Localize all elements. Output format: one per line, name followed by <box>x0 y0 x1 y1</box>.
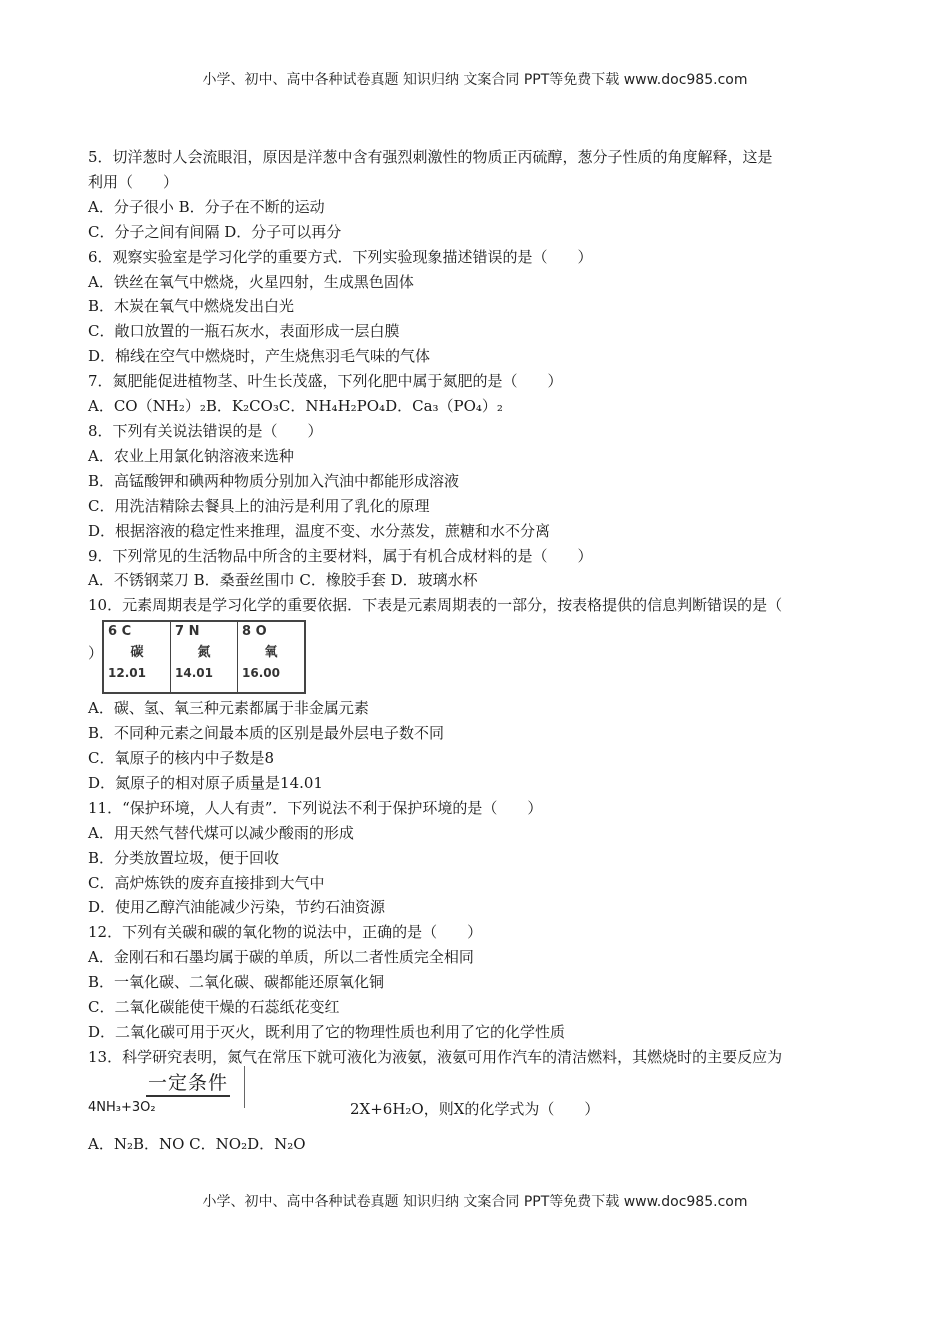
q10-option-a: A．碳、氢、氧三种元素都属于非金属元素 <box>88 699 369 718</box>
q5-stem-line2: 利用（ ） <box>88 172 179 191</box>
q11-option-d: D．使用乙醇汽油能减少污染，节约石油资源 <box>88 898 386 917</box>
q8-option-b: B．高锰酸钾和碘两种物质分别加入汽油中都能形成溶液 <box>88 471 460 490</box>
q5-options-cd: C．分子之间有间隔 D．分子可以再分 <box>88 222 342 241</box>
q7-stem: 7．氮肥能促进植物茎、叶生长茂盛，下列化肥中属于氮肥的是（ ） <box>88 372 563 391</box>
element-name: 碳 <box>130 645 144 661</box>
reaction-condition: 一定条件 <box>146 1068 230 1097</box>
q10-stem: 10．元素周期表是学习化学的重要依据．下表是元素周期表的一部分，按表格提供的信息判断错误的是（ <box>88 596 783 615</box>
element-mass: 14.01 <box>175 666 213 681</box>
q8-option-a: A．农业上用氯化钠溶液来选种 <box>88 446 294 465</box>
q6-option-a: A．铁丝在氧气中燃烧，火星四射，生成黑色固体 <box>88 272 414 291</box>
q13-options: A．N₂B．NO C．NO₂D．N₂O <box>88 1134 306 1153</box>
equation-divider <box>244 1066 245 1108</box>
q12-option-b: B．一氧化碳、二氧化碳、碳都能还原氧化铜 <box>88 973 385 992</box>
reaction-products-question: 2X+6H₂O，则X的化学式为（ ） <box>350 1099 600 1118</box>
element-mass: 12.01 <box>108 666 146 681</box>
element-mass: 16.00 <box>242 666 280 681</box>
element-name: 氧 <box>264 645 278 661</box>
element-cell-carbon <box>103 621 171 693</box>
q11-option-c: C．高炉炼铁的废弃直接排到大气中 <box>88 873 325 892</box>
q11-stem: 11．“保护环境，人人有责”．下列说法不利于保护环境的是（ ） <box>88 798 543 817</box>
periodic-table-figure <box>88 618 868 696</box>
q12-option-d: D．二氧化碳可用于灭火，既利用了它的物理性质也利用了它的化学性质 <box>88 1023 566 1041</box>
q12-option-c: C．二氧化碳能使干燥的石蕊纸花变红 <box>88 998 340 1017</box>
q12-stem: 12．下列有关碳和碳的氧化物的说法中，正确的是（ ） <box>88 923 483 942</box>
periodic-table <box>102 620 306 694</box>
element-name: 氮 <box>197 645 211 661</box>
reaction-equation <box>88 1070 868 1132</box>
q7-options: A．CO（NH₂）₂B．K₂CO₃C．NH₄H₂PO₄D．Ca₃（PO₄）₂ <box>88 397 503 416</box>
q9-stem: 9．下列常见的生活物品中所含的主要材料，属于有机合成材料的是（ ） <box>88 546 593 565</box>
q9-options: A．不锈钢菜刀 B．桑蚕丝围巾 C．橡胶手套 D．玻璃水杯 <box>88 571 478 590</box>
q10-option-d: D．氮原子的相对原子质量是14.01 <box>88 773 323 792</box>
q12-option-a: A．金刚石和石墨均属于碳的单质，所以二者性质完全相同 <box>88 948 474 967</box>
q5-stem-line1: 5．切洋葱时人会流眼泪，原因是洋葱中含有强烈刺激性的物质正丙硫醇，葱分子性质的角度解释，这是 <box>88 148 773 166</box>
q10-option-c: C．氧原子的核内中子数是8 <box>88 749 275 768</box>
q11-option-b: B．分类放置垃圾，便于回收 <box>88 848 280 867</box>
q5-options-ab: A．分子很小 B．分子在不断的运动 <box>88 197 325 216</box>
q6-option-c: C．敞口放置的一瓶石灰水，表面形成一层白膜 <box>88 322 400 341</box>
reaction-reactants: 4NH₃+3O₂ <box>88 1099 156 1115</box>
q6-option-d: D．棉线在空气中燃烧时，产生烧焦羽毛气味的气体 <box>88 347 431 366</box>
q8-option-c: C．用洗洁精除去餐具上的油污是利用了乳化的原理 <box>88 496 430 515</box>
q10-close-paren: ） <box>88 644 104 663</box>
question-list <box>88 145 868 1157</box>
element-symbol: 8 O <box>242 624 267 640</box>
q8-stem: 8．下列有关说法错误的是（ ） <box>88 421 323 440</box>
q13-stem: 13．科学研究表明，氮气在常压下就可液化为液氨，液氨可用作汽车的清洁燃料，其燃烧时的主要反应为 <box>88 1047 783 1066</box>
q11-option-a: A．用天然气替代煤可以减少酸雨的形成 <box>88 823 354 842</box>
element-cell-nitrogen <box>171 621 238 693</box>
q6-stem: 6．观察实验室是学习化学的重要方式．下列实验现象描述错误的是（ ） <box>88 247 593 266</box>
q6-option-b: B．木炭在氧气中燃烧发出白光 <box>88 297 295 316</box>
element-symbol: 6 C <box>108 624 132 640</box>
page-footer: 小学、初中、高中各种试卷真题 知识归纳 文案合同 PPT等免费下载 www.doc985.com <box>202 1194 748 1210</box>
q8-option-d: D．根据溶液的稳定性来推理，温度不变、水分蒸发，蔗糖和水不分离 <box>88 521 551 540</box>
q10-option-b: B．不同种元素之间最本质的区别是最外层电子数不同 <box>88 724 445 743</box>
element-symbol: 7 N <box>175 624 200 640</box>
element-cell-oxygen <box>238 621 306 693</box>
page-header: 小学、初中、高中各种试卷真题 知识归纳 文案合同 PPT等免费下载 www.doc985.com <box>202 72 748 88</box>
